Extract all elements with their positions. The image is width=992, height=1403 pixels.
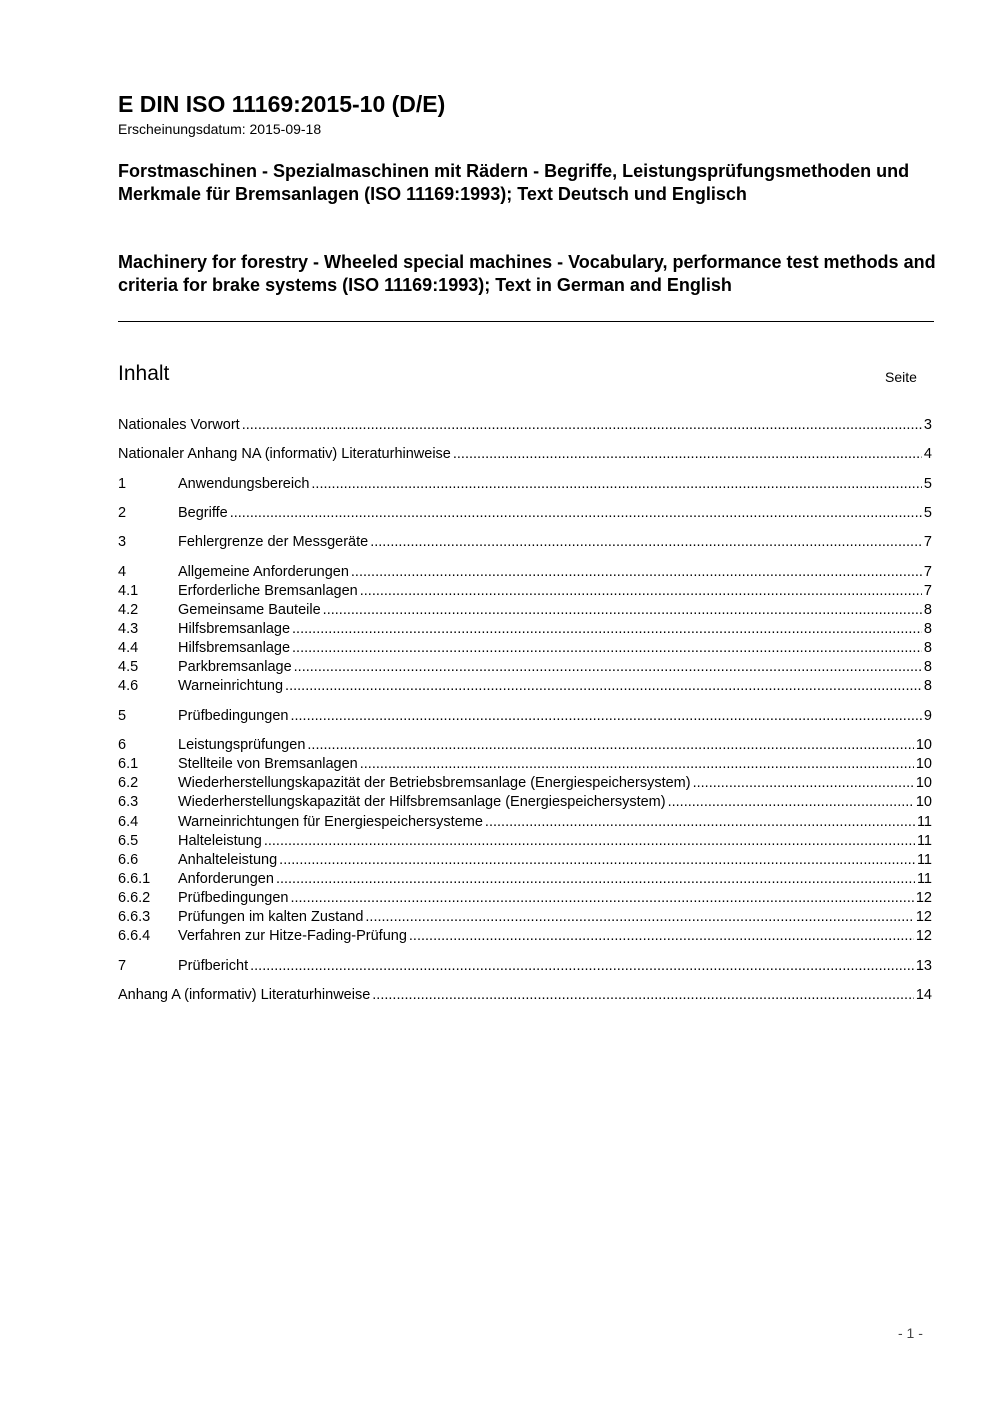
toc-entry-number: 6.5 [118,833,139,849]
toc-entry-number: 6.2 [118,775,139,791]
toc-entry-page: 10 [915,794,932,810]
toc-entry [118,813,932,832]
toc-entry-number: 4.6 [118,678,139,694]
toc-entry-title: Prüfbedingungen [178,708,289,724]
toc-entry-title: Gemeinsame Bauteile [178,602,321,618]
toc-dot-leader [294,658,922,677]
toc-entry-title: Allgemeine Anforderungen [178,564,349,580]
toc-entry [118,533,932,552]
toc-dot-leader [290,889,913,908]
toc-entry-page: 12 [915,890,932,906]
toc-entry-number: 6.4 [118,814,139,830]
toc-dot-leader [693,774,914,793]
toc-entry-title: Wiederherstellungskapazität der Hilfsbremsanlage (Energiespeichersystem) [178,794,666,810]
document-title: E DIN ISO 11169:2015-10 (D/E) [118,91,446,117]
toc-entry-page: 8 [923,659,932,675]
toc-entry-title: Fehlergrenze der Messgeräte [178,534,369,550]
toc-entry-page: 11 [916,852,932,868]
toc-entry-title: Nationales Vorwort [118,417,240,433]
toc-entry-title: Anforderungen [178,871,274,887]
toc-entry [118,475,932,494]
toc-entry-title: Hilfsbremsanlage [178,640,291,656]
toc-entry-page: 4 [923,446,932,462]
toc-entry-page: 5 [923,476,932,492]
toc-dot-leader [360,755,914,774]
toc-entry-page: 10 [915,756,932,772]
toc-entry [118,793,932,812]
toc-entry-number: 6.6 [118,852,139,868]
toc-entry-number: 6.1 [118,756,139,772]
toc-dot-leader [292,620,922,639]
toc-entry-page: 5 [923,505,932,521]
toc-entry [118,620,932,639]
toc-entry-number: 4.2 [118,602,139,618]
toc-entry-page: 8 [923,640,932,656]
toc-entry-title: Parkbremsanlage [178,659,292,675]
toc-entry-number: 4 [118,564,127,580]
toc-entry-number: 6.3 [118,794,139,810]
toc-entry-title: Prüfbericht [178,958,249,974]
toc-entry-number: 4.5 [118,659,139,675]
toc-entry-title: Halteleistung [178,833,262,849]
toc-entry-title: Verfahren zur Hitze-Fading-Prüfung [178,928,407,944]
toc-entry-page: 12 [915,928,932,944]
toc-entry-page: 11 [916,814,932,830]
toc-entry [118,774,932,793]
toc-entry-title: Hilfsbremsanlage [178,621,291,637]
title-divider [118,321,934,322]
toc-entry-page: 7 [923,534,932,550]
toc-entry-page: 7 [923,583,932,599]
toc-entry-number: 5 [118,708,127,724]
toc-entry-page: 10 [915,775,932,791]
toc-entry-page: 8 [923,602,932,618]
toc-entry [118,416,932,435]
toc-dot-leader [365,908,913,927]
toc-entry-number: 4.4 [118,640,139,656]
toc-entry [118,658,932,677]
toc-entry-page: 7 [923,564,932,580]
toc-dot-leader [242,416,922,435]
toc-entry [118,889,932,908]
toc-heading: Inhalt [118,362,170,385]
toc-dot-leader [230,504,922,523]
toc-dot-leader [292,639,922,658]
toc-entry-number: 3 [118,534,127,550]
toc-dot-leader [453,445,922,464]
toc-entry-title: Warneinrichtung [178,678,284,694]
toc-dot-leader [485,813,915,832]
toc-entry-page: 13 [915,958,932,974]
toc-dot-leader [372,986,914,1005]
toc-entry-title: Begriffe [178,505,228,521]
toc-entry-number: 6.6.1 [118,871,151,887]
toc-entry-title: Prüfbedingungen [178,890,289,906]
toc-entry [118,563,932,582]
toc-entry-number: 2 [118,505,127,521]
toc-entry-title: Stellteile von Bremsanlagen [178,756,358,772]
toc-entry-number: 6.6.3 [118,909,151,925]
toc-entry-page: 9 [923,708,932,724]
toc-dot-leader [370,533,922,552]
toc-entry-title: Warneinrichtungen für Energiespeichersysteme [178,814,483,830]
english-title: Machinery for forestry - Wheeled special machines - Vocabulary, performance test methods and criteria for brake systems (ISO 11169:1993); Text in German and English [118,252,936,295]
toc-entry-number: 6 [118,737,127,753]
toc-entry [118,639,932,658]
toc-entry-title: Wiederherstellungskapazität der Betriebsbremsanlage (Energiespeichersystem) [178,775,691,791]
toc-entry-title: Leistungsprüfungen [178,737,306,753]
toc-dot-leader [307,736,913,755]
toc-dot-leader [668,793,914,812]
toc-entry [118,851,932,870]
toc-entry-title: Anwendungsbereich [178,476,310,492]
toc-page-column-label: Seite [885,369,917,385]
toc-entry-number: 6.6.2 [118,890,151,906]
toc-entry-title: Prüfungen im kalten Zustand [178,909,364,925]
toc-dot-leader [351,563,922,582]
toc-entry-page: 8 [923,621,932,637]
toc-dot-leader [409,927,914,946]
toc-entry [118,707,932,726]
toc-dot-leader [264,832,915,851]
toc-entry [118,445,932,464]
toc-entry [118,832,932,851]
toc-entry-number: 6.6.4 [118,928,151,944]
toc-entry [118,736,932,755]
publication-date: Erscheinungsdatum: 2015-09-18 [118,121,322,137]
toc-entry-number: 1 [118,476,127,492]
toc-entry-page: 3 [923,417,932,433]
toc-entry-page: 8 [923,678,932,694]
toc-entry-page: 12 [915,909,932,925]
toc-entry-title: Nationaler Anhang NA (informativ) Literaturhinweise [118,446,451,462]
toc-entry-page: 11 [916,833,932,849]
toc-entry [118,986,932,1005]
toc-dot-leader [285,677,922,696]
toc-entry-page: 10 [915,737,932,753]
toc-entry-number: 4.1 [118,583,139,599]
toc-entry [118,504,932,523]
page-number: - 1 - [898,1325,923,1341]
toc-entry [118,908,932,927]
toc-entry [118,927,932,946]
toc-dot-leader [311,475,922,494]
toc-entry-title: Anhang A (informativ) Literaturhinweise [118,987,371,1003]
toc-dot-leader [360,582,922,601]
toc-entry-number: 4.3 [118,621,139,637]
toc-entry [118,957,932,976]
toc-entry-page: 14 [915,987,932,1003]
toc-dot-leader [250,957,914,976]
toc-entry-title: Anhalteleistung [178,852,278,868]
toc-entry [118,677,932,696]
toc-entry-page: 11 [916,871,932,887]
toc-entry-title: Erforderliche Bremsanlagen [178,583,358,599]
toc-dot-leader [290,707,921,726]
toc-entry [118,601,932,620]
toc-dot-leader [276,870,915,889]
german-title: Forstmaschinen - Spezialmaschinen mit Rädern - Begriffe, Leistungsprüfungsmethoden und Merkmale für Bremsanlagen (ISO 11169:1993); Text Deutsch und Englisch [118,161,910,204]
toc-entry-number: 7 [118,958,127,974]
toc-dot-leader [323,601,922,620]
toc-entry [118,755,932,774]
toc-entry [118,870,932,889]
toc-entry [118,582,932,601]
toc-dot-leader [279,851,915,870]
